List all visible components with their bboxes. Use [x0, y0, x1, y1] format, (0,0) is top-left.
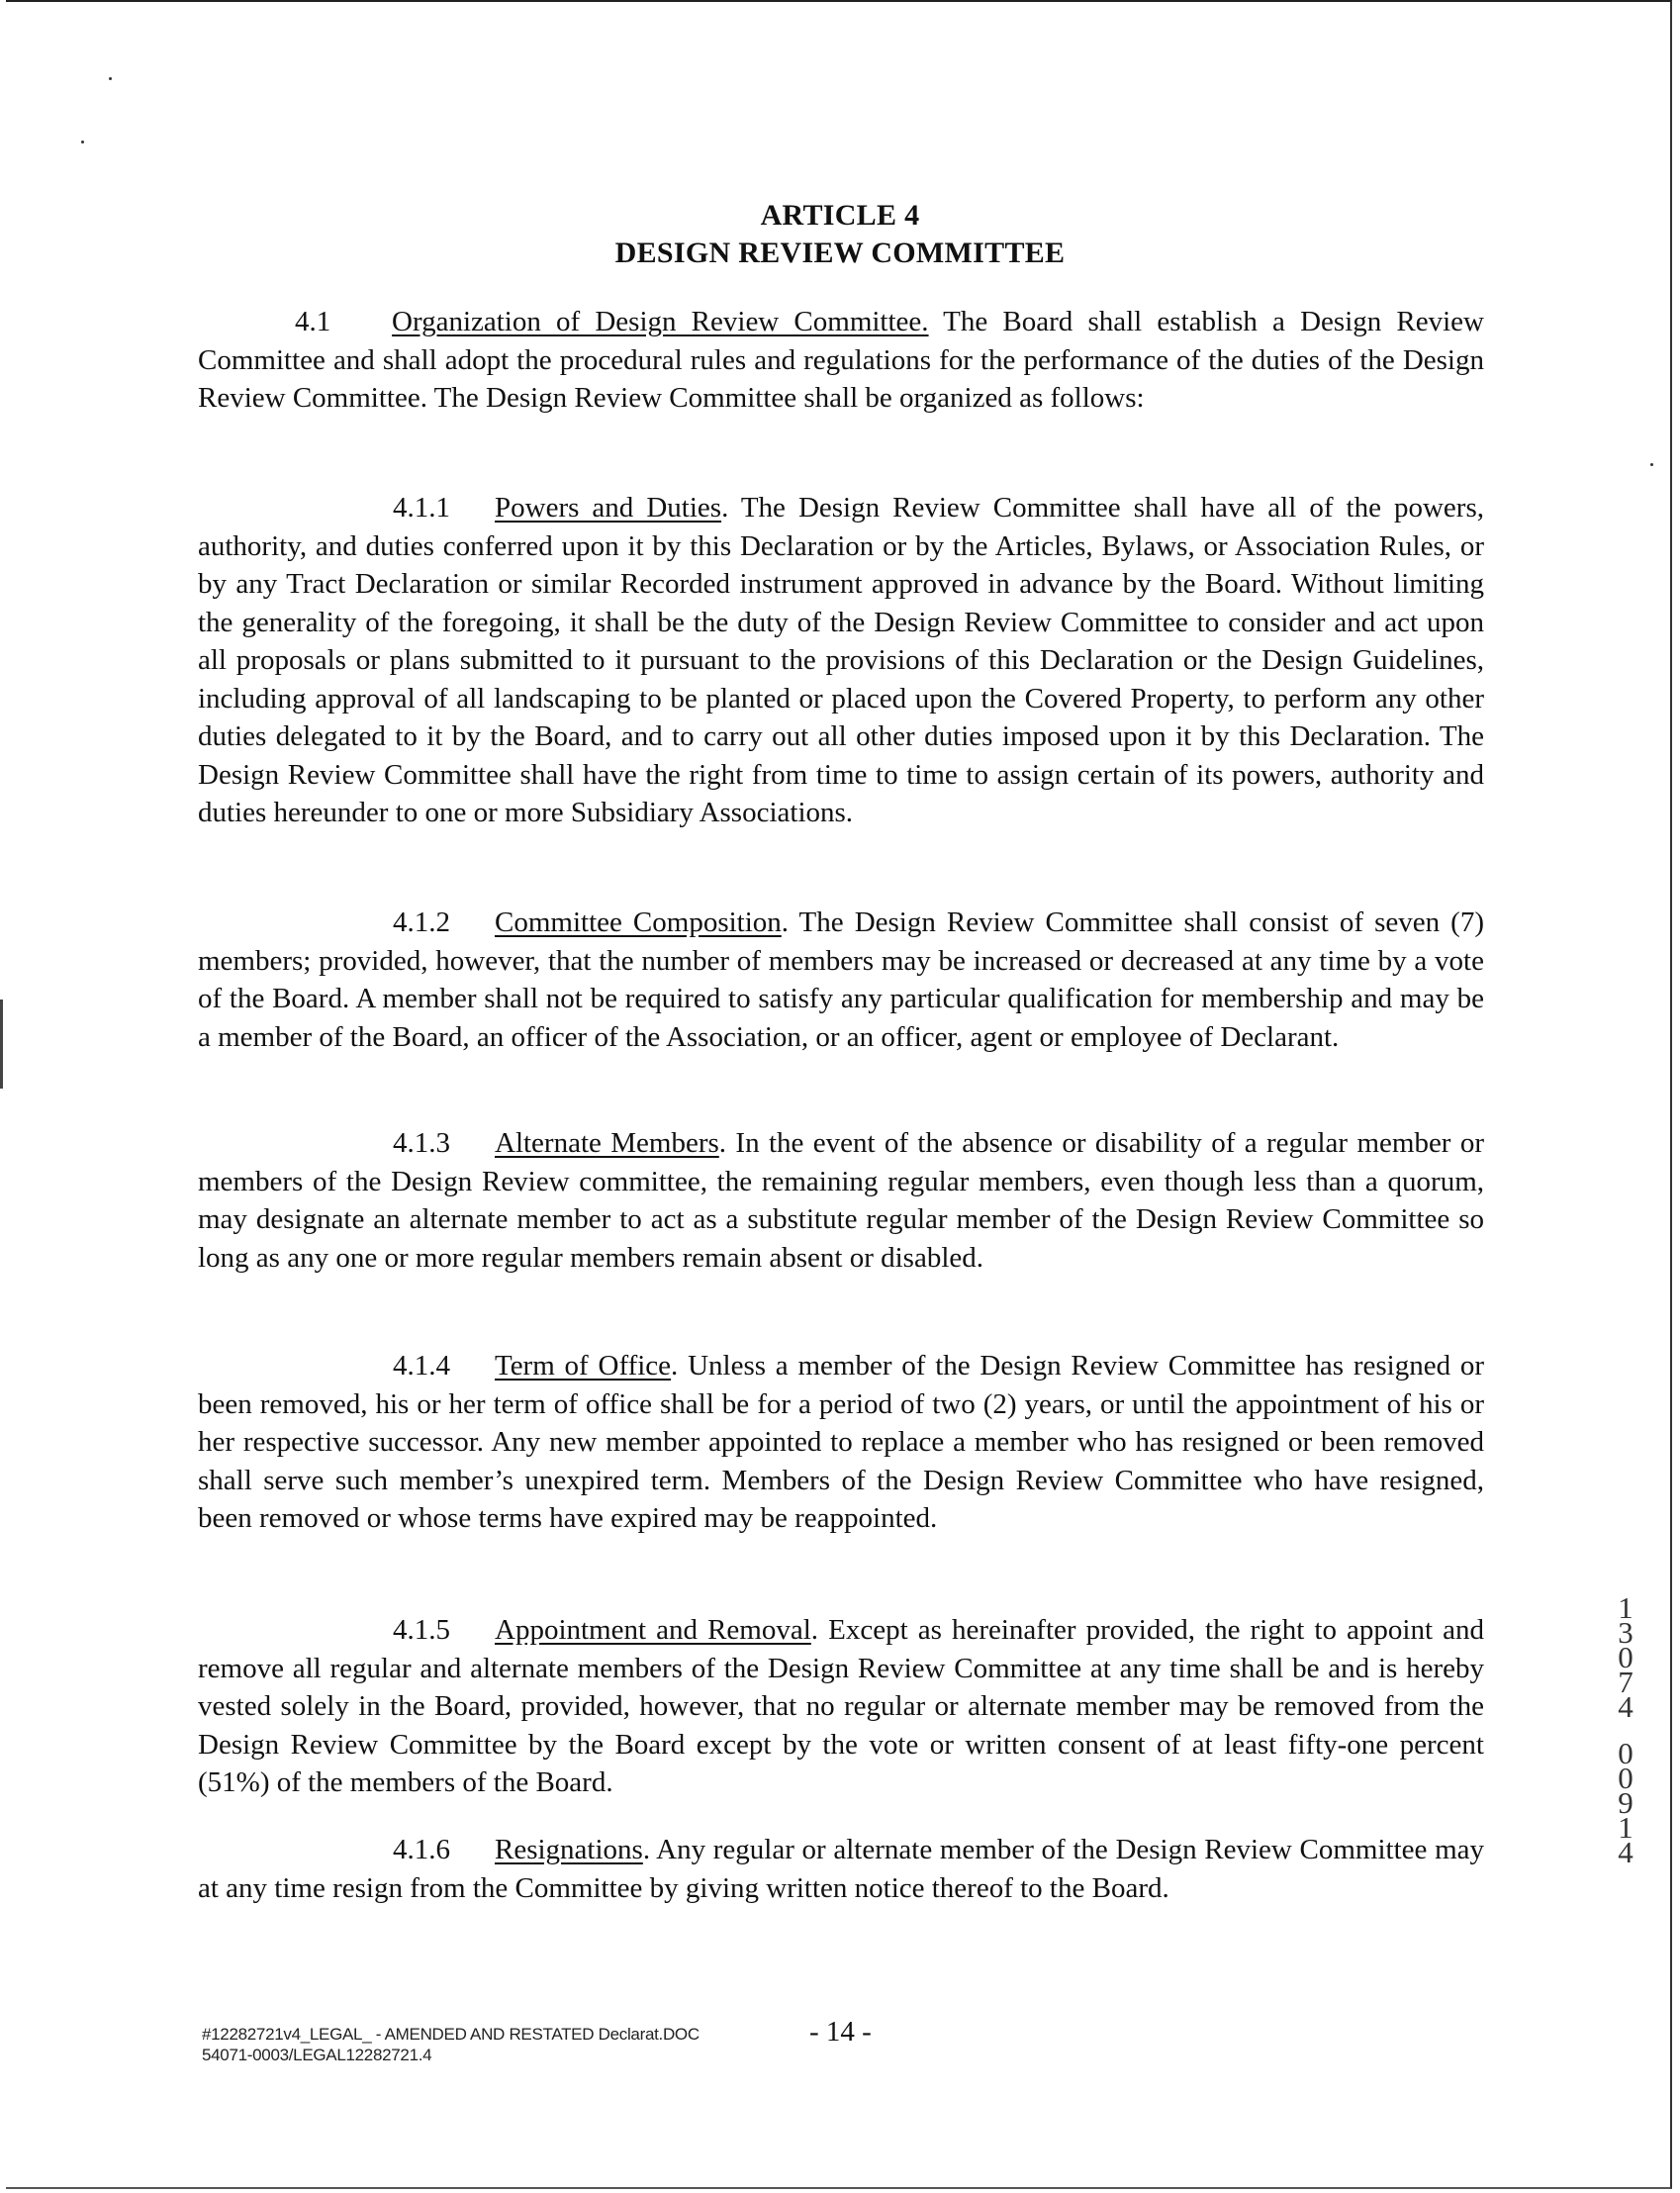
section-number: 4.1 — [295, 306, 331, 337]
document-id-footer — [202, 2024, 700, 2065]
stamp-digit: 0 — [1618, 1736, 1633, 1770]
page-number: - 14 - — [809, 2016, 872, 2048]
section-4-1 — [198, 303, 1484, 418]
recording-stamp — [1611, 1590, 1640, 1869]
section-number: 4.1.4 — [393, 1350, 450, 1382]
section-4-1-5 — [198, 1611, 1484, 1802]
section-4-1-2 — [198, 904, 1484, 1056]
stamp-digit: 0 — [1618, 1761, 1633, 1795]
section-text: . In the event of the absence or disability of a regular member or members of the Design Review committee, the remaining regular members, even though less than a quorum, may designate an alternate member to act as a substitute regular member of the Design Review Committee so long as any one or more regular members remain absent or disabled. — [198, 1127, 1484, 1274]
section-text: . Except as hereinafter provided, the right to appoint and remove all regular and alternate members of the Design Review Committee at any time shall be and is hereby vested solely in the Board, provided, however, that no regular or alternate member may be removed from the Design Review Committee by the Board except by the vote or written consent of at least fifty-one percent (51%) of the members of the Board. — [198, 1614, 1484, 1798]
section-4-1-3 — [198, 1124, 1484, 1277]
stamp-digit: 4 — [1618, 1835, 1633, 1869]
section-heading: Alternate Members — [495, 1127, 719, 1159]
section-heading: Appointment and Removal — [495, 1614, 811, 1646]
section-text: . The Design Review Committee shall consist of seven (7) members; provided, however, that the number of members may be increased or decreased at any time by a vote of the Board. A member shall not be required to satisfy any particular qualification for membership and may be a member of the Board, an officer of the Association, or an officer, agent or employee of Declarant. — [198, 906, 1484, 1053]
section-heading: Committee Composition — [495, 906, 782, 938]
stamp-digit: 3 — [1618, 1615, 1633, 1650]
scan-speck — [109, 77, 112, 80]
stamp-digit: 1 — [1618, 1810, 1633, 1845]
section-text: . Unless a member of the Design Review Committee has resigned or been removed, his or her term of office shall be for a period of two (2) years, or until the appointment of his or her respective successor. Any new member appointed to replace a member who has resigned or been removed shall serve such member’s unexpired term. Members of the Design Review Committee who have resigned, been removed or whose terms have expired may be reappointed. — [198, 1350, 1485, 1534]
stamp-digit: 4 — [1618, 1689, 1633, 1724]
stamp-digit: 1 — [1618, 1590, 1633, 1625]
section-heading: Powers and Duties — [495, 492, 722, 524]
section-number: 4.1.5 — [393, 1614, 450, 1646]
section-number: 4.1.6 — [393, 1834, 450, 1865]
article-subtitle: DESIGN REVIEW COMMITTEE — [614, 237, 1066, 269]
scan-speck — [1650, 463, 1653, 466]
scan-speck — [81, 141, 84, 143]
stamp-digit: 0 — [1618, 1640, 1633, 1674]
article-title: ARTICLE 4 — [760, 199, 920, 232]
scan-edge-mark — [0, 1000, 3, 1089]
section-text: The Board shall establish a Design Review Committee and shall adopt the procedural rules and regulations for the performance of the duties of the Design Review Committee. The Design Review Committee shall be organized as follows: — [198, 306, 1484, 414]
stamp-digit: 7 — [1618, 1665, 1633, 1699]
document-id-line-2: 54071-0003/LEGAL12282721.4 — [202, 2046, 432, 2064]
section-heading: Resignations — [495, 1834, 643, 1865]
section-number: 4.1.2 — [393, 906, 450, 938]
section-number: 4.1.1 — [393, 492, 450, 524]
section-4-1-1 — [198, 489, 1484, 832]
stamp-digit: 9 — [1618, 1785, 1633, 1820]
section-text: . Any regular or alternate member of the Design Review Committee may at any time resign from the Committee by giving written notice thereof to the Board. — [198, 1834, 1484, 1904]
section-4-1-4 — [198, 1347, 1484, 1538]
section-4-1-6 — [198, 1831, 1484, 1907]
section-number: 4.1.3 — [393, 1127, 450, 1159]
document-id-line-1: #12282721v4_LEGAL_ - AMENDED AND RESTATED Declarat.DOC — [202, 2025, 700, 2044]
section-heading: Term of Office — [495, 1350, 672, 1382]
section-heading: Organization of Design Review Committee. — [392, 306, 929, 337]
section-text: . The Design Review Committee shall have all of the powers, authority, and duties conferred upon it by this Declaration or by the Articles, Bylaws, or Association Rules, or by any Tract Declaration or similar Recorded instrument approved in advance by the Board. Without limiting the generality of the foregoing, it shall be the duty of the Design Review Committee to consider and act upon all proposals or plans submitted to it pursuant to the provisions of this Declaration or the Design Guidelines, including approval of all landscaping to be planted or placed upon the Covered Property, to perform any other duties delegated to it by the Board, and to carry out all other duties imposed upon it by this Declaration. The Design Review Committee shall have the right from time to time to assign certain of its powers, authority and duties hereunder to one or more Subsidiary Associations. — [198, 492, 1484, 828]
